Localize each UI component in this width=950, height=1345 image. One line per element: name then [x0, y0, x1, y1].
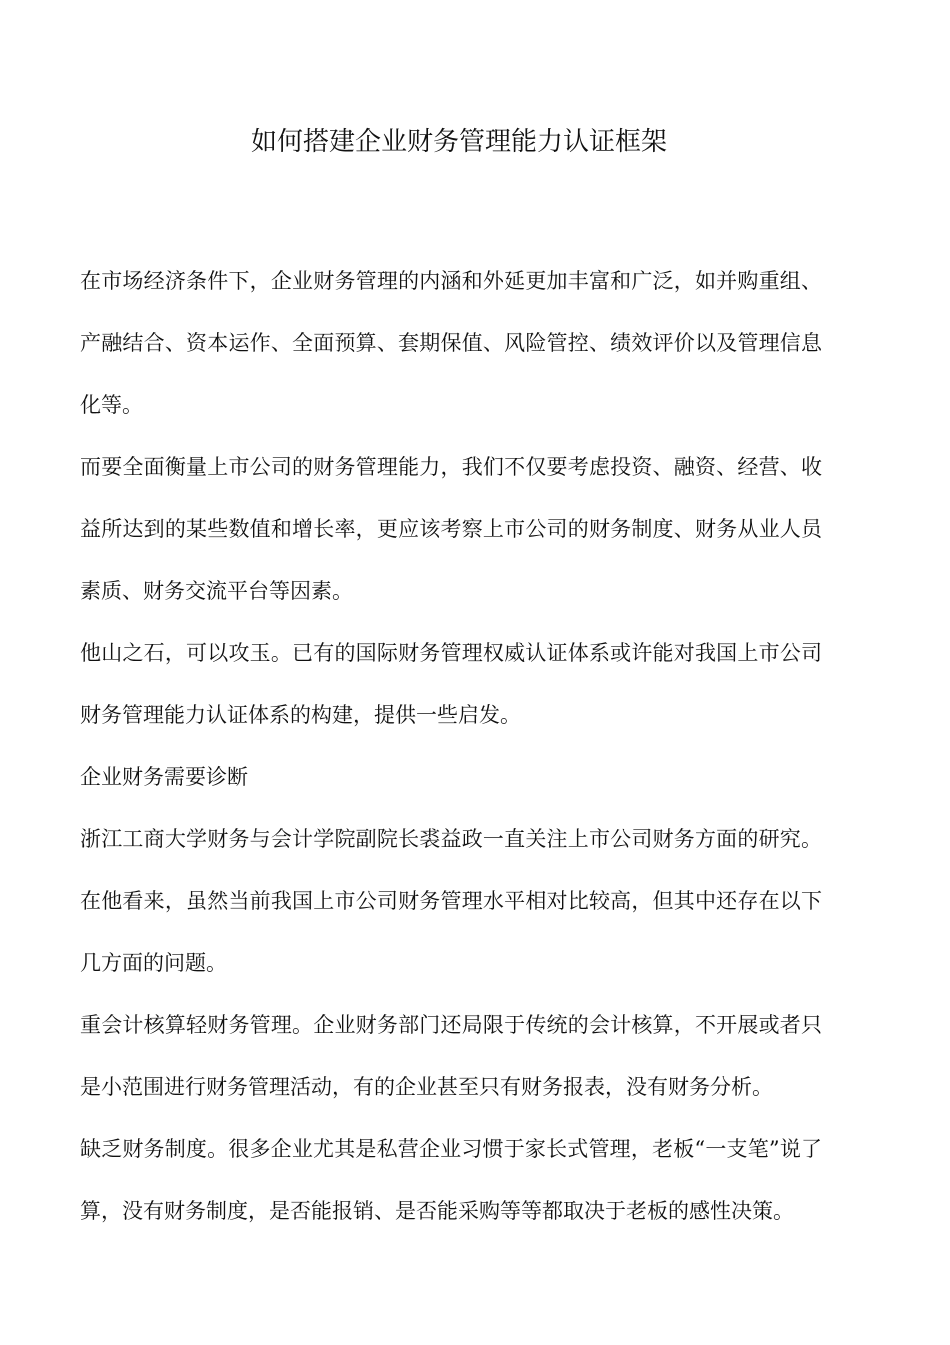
- paragraph-market-economy: 在市场经济条件下，企业财务管理的内涵和外延更加丰富和广泛，如并购重组、产融结合、资本运作、全面预算、套期保值、风险管控、绩效评价以及管理信息化等。: [80, 269, 822, 417]
- paragraph-international-reference: 他山之石，可以攻玉。已有的国际财务管理权威认证体系或许能对我国上市公司财务管理能力认证体系的构建，提供一些启发。: [80, 641, 822, 727]
- document-title: 如何搭建企业财务管理能力认证框架: [250, 127, 667, 157]
- paragraph-accounting-over-management: 重会计核算轻财务管理。企业财务部门还局限于传统的会计核算，不开展或者只是小范围进行财务管理活动，有的企业甚至只有财务报表，没有财务分析。: [80, 1013, 822, 1099]
- section-heading-diagnosis: 企业财务需要诊断: [80, 765, 248, 789]
- paragraph-measure-capability: 而要全面衡量上市公司的财务管理能力，我们不仅要考虑投资、融资、经营、收益所达到的某些数值和增长率，更应该考察上市公司的财务制度、财务从业人员素质、财务交流平台等因素。: [80, 455, 822, 603]
- paragraph-lack-of-system: 缺乏财务制度。很多企业尤其是私营企业习惯于家长式管理，老板“一支笔”说了算，没有财务制度，是否能报销、是否能采购等等都取决于老板的感性决策。: [80, 1137, 822, 1223]
- document-body: [80, 250, 822, 1242]
- paragraph-expert-view: 浙江工商大学财务与会计学院副院长裘益政一直关注上市公司财务方面的研究。在他看来，虽然当前我国上市公司财务管理水平相对比较高，但其中还存在以下几方面的问题。: [80, 827, 822, 975]
